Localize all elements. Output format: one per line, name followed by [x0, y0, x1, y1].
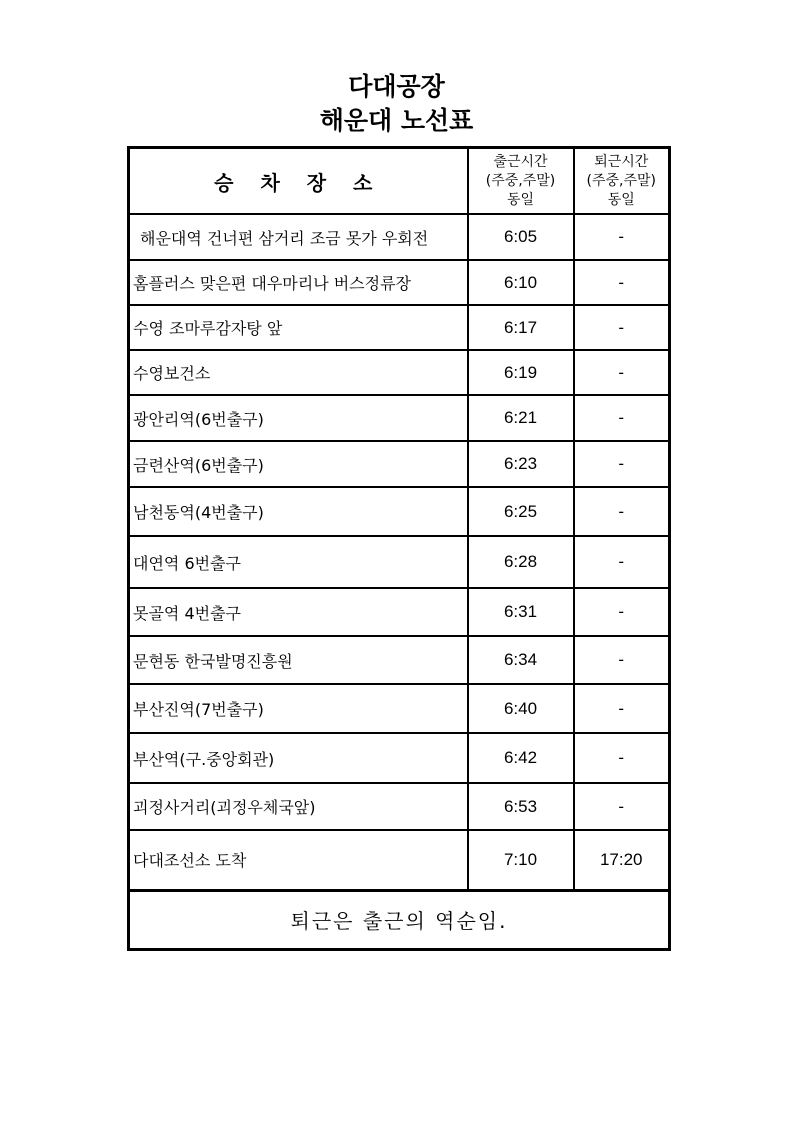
stop-name: 문현동 한국발명진흥원 [129, 636, 468, 684]
stop-name: 광안리역(6번출구) [129, 395, 468, 441]
header-inbound [574, 148, 670, 215]
inbound-time: - [574, 636, 670, 684]
inbound-time: - [574, 305, 670, 350]
outbound-time: 6:40 [468, 684, 574, 733]
table-row [129, 214, 670, 260]
outbound-time: 6:23 [468, 441, 574, 487]
inbound-time: - [574, 684, 670, 733]
table-row [129, 305, 670, 350]
table-row [129, 487, 670, 536]
inbound-time: - [574, 783, 670, 830]
stop-rows [129, 214, 670, 890]
inbound-time: - [574, 733, 670, 783]
footer-row [129, 890, 670, 949]
route-table [127, 146, 671, 951]
table-row [129, 783, 670, 830]
outbound-time: 6:42 [468, 733, 574, 783]
header-inbound-line: 동일 [607, 191, 635, 208]
stop-name: 수영보건소 [129, 350, 468, 395]
inbound-time: 17:20 [574, 830, 670, 890]
table-row [129, 441, 670, 487]
outbound-time: 7:10 [468, 830, 574, 890]
outbound-time: 6:10 [468, 260, 574, 305]
table-row [129, 733, 670, 783]
outbound-time: 6:25 [468, 487, 574, 536]
outbound-time: 6:05 [468, 214, 574, 260]
table-row [129, 636, 670, 684]
outbound-time: 6:19 [468, 350, 574, 395]
outbound-time: 6:53 [468, 783, 574, 830]
footer-note: 퇴근은 출근의 역순임. [129, 890, 670, 949]
inbound-time: - [574, 260, 670, 305]
header-outbound [468, 148, 574, 215]
stop-name: 금련산역(6번출구) [129, 441, 468, 487]
stop-name: 못골역 4번출구 [129, 588, 468, 636]
stop-name: 홈플러스 맞은편 대우마리나 버스정류장 [129, 260, 468, 305]
stop-name: 부산진역(7번출구) [129, 684, 468, 733]
header-inbound-line: 퇴근시간 [594, 153, 649, 170]
stop-name: 남천동역(4번출구) [129, 487, 468, 536]
table-row [129, 350, 670, 395]
inbound-time: - [574, 536, 670, 588]
table-row [129, 588, 670, 636]
inbound-time: - [574, 350, 670, 395]
table-row [129, 830, 670, 890]
stop-name: 괴정사거리(괴정우체국앞) [129, 783, 468, 830]
outbound-time: 6:31 [468, 588, 574, 636]
stop-name: 수영 조마루감자탕 앞 [129, 305, 468, 350]
table-row [129, 536, 670, 588]
outbound-time: 6:17 [468, 305, 574, 350]
document-title: 다대공장 [348, 72, 445, 101]
header-outbound-line: 동일 [506, 191, 535, 208]
stop-name: 대연역 6번출구 [129, 536, 468, 588]
inbound-time: - [574, 441, 670, 487]
stop-name: 다대조선소 도착 [129, 830, 468, 890]
stop-name: 부산역(구.중앙회관) [129, 733, 468, 783]
table-row [129, 260, 670, 305]
inbound-time: - [574, 214, 670, 260]
outbound-time: 6:21 [468, 395, 574, 441]
header-inbound-line: (주중,주말) [586, 172, 656, 189]
stop-name: 해운대역 건너편 삼거리 조금 못가 우회전 [129, 214, 468, 260]
outbound-time: 6:28 [468, 536, 574, 588]
header-outbound-line: (주중,주말) [485, 172, 556, 189]
document-subtitle: 해운대 노선표 [319, 106, 474, 135]
table-row [129, 395, 670, 441]
inbound-time: - [574, 487, 670, 536]
inbound-time: - [574, 395, 670, 441]
table-header-row [129, 148, 670, 215]
outbound-time: 6:34 [468, 636, 574, 684]
table-row [129, 684, 670, 733]
header-outbound-line: 출근시간 [493, 153, 548, 170]
header-stop: 승 차 장 소 [129, 148, 468, 215]
inbound-time: - [574, 588, 670, 636]
